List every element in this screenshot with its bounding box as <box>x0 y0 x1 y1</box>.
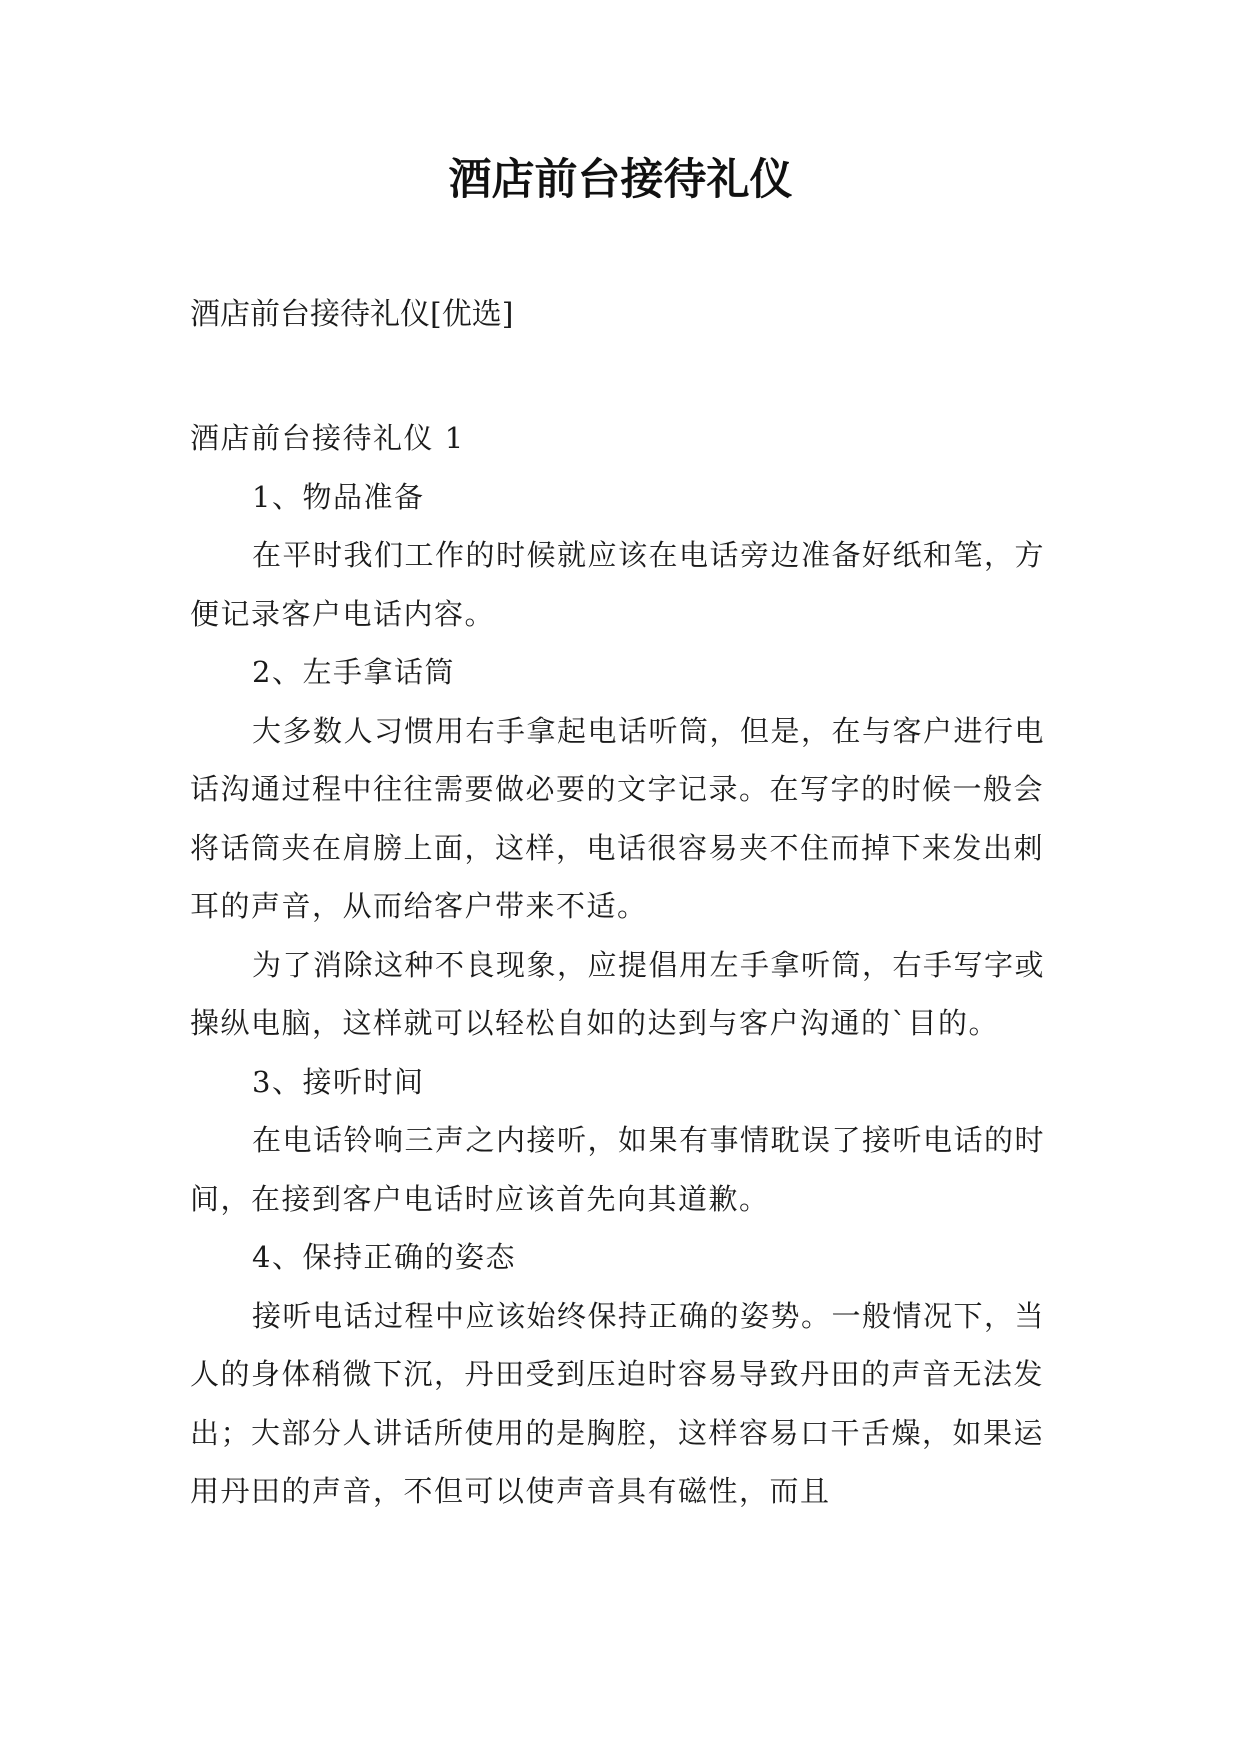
paragraph: 在电话铃响三声之内接听，如果有事情耽误了接听电话的时间，在接到客户电话时应该首先向其道歉。 <box>190 1123 1046 1216</box>
paragraph: 接听电话过程中应该始终保持正确的姿势。一般情况下，当人的身体稍微下沉，丹田受到压迫时容易导致丹田的声音无法发出；大部分人讲话所使用的是胸腔，这样容易口干舌燥，如果运用丹田的声音，不但可以使声音具有磁性，而且 <box>190 1298 1046 1508</box>
item-heading: 4、保持正确的姿态 <box>252 1240 516 1274</box>
item-heading: 2、左手拿话筒 <box>252 655 455 689</box>
document-body <box>190 409 1048 1521</box>
document-title: 酒店前台接待礼仪 <box>448 155 793 205</box>
item-heading: 3、接听时间 <box>252 1064 425 1099</box>
paragraph: 为了消除这种不良现象，应提倡用左手拿听筒，右手写字或操纵电脑，这样就可以轻松自如的达到与客户沟通的`目的。 <box>190 947 1046 1040</box>
section-heading: 酒店前台接待礼仪 1 <box>190 421 465 455</box>
document-subtitle: 酒店前台接待礼仪[优选] <box>190 297 514 332</box>
paragraph: 在平时我们工作的时候就应该在电话旁边准备好纸和笔，方便记录客户电话内容。 <box>190 538 1046 631</box>
paragraph: 大多数人习惯用右手拿起电话听筒，但是，在与客户进行电话沟通过程中往往需要做必要的文字记录。在写字的时候一般会将话筒夹在肩膀上面，这样，电话很容易夹不住而掉下来发出刺耳的声音，从而给客户带来不适。 <box>190 713 1046 923</box>
item-heading: 1、物品准备 <box>252 479 425 514</box>
